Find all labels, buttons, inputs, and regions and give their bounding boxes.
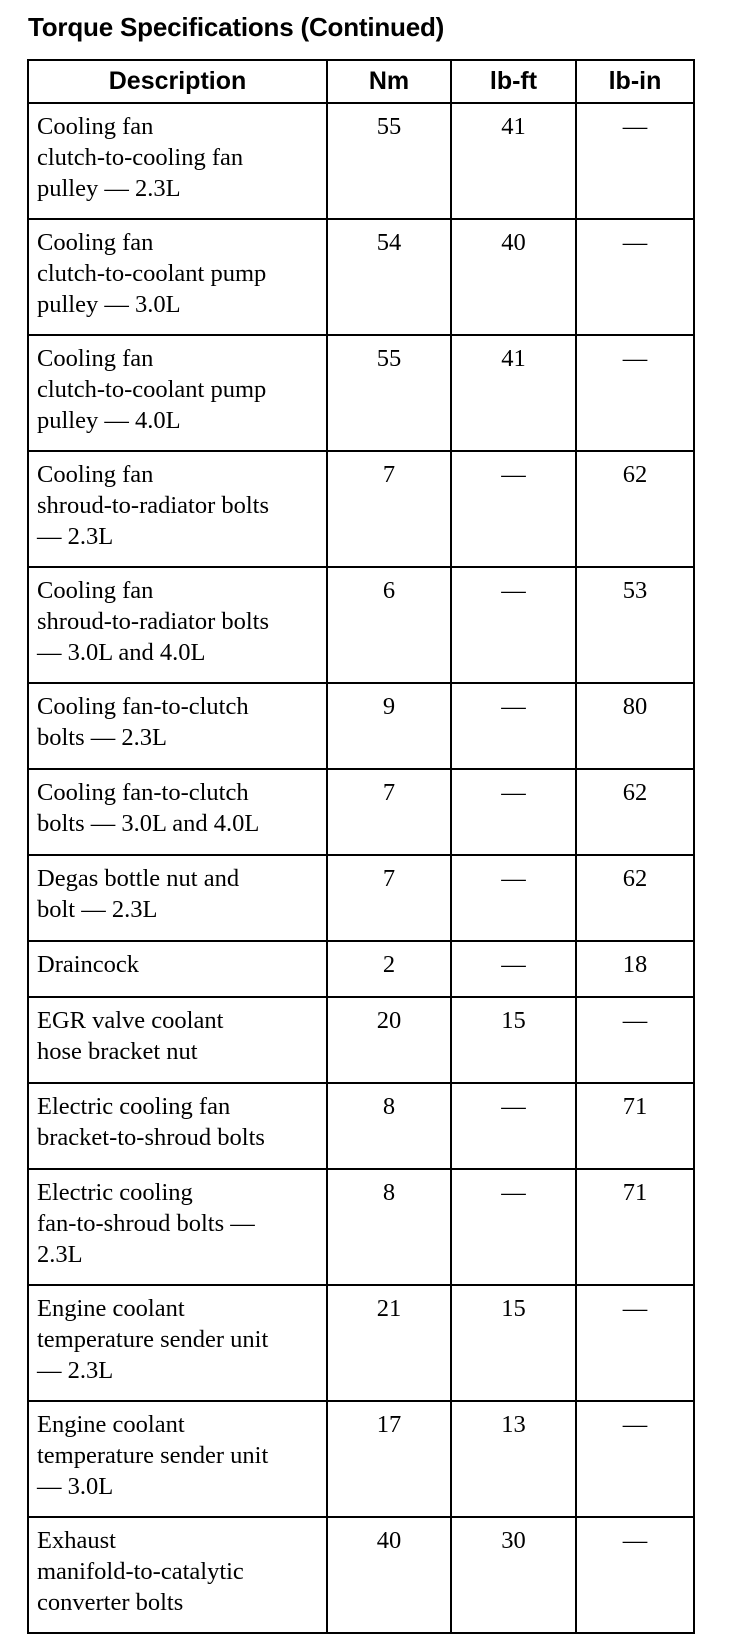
cell-description	[28, 451, 327, 567]
description-line: bolt — 2.3L	[37, 896, 158, 923]
cell-lb-in: 71	[576, 1169, 694, 1285]
table-row	[28, 1285, 694, 1401]
description-line: EGR valve coolant	[37, 1007, 224, 1034]
table-row	[28, 1517, 694, 1633]
description-line: converter bolts	[37, 1589, 184, 1616]
cell-description	[28, 769, 327, 855]
cell-lb-ft: 15	[451, 1285, 576, 1401]
description-line: clutch-to-coolant pump	[37, 376, 267, 403]
cell-description	[28, 1517, 327, 1633]
cell-description	[28, 997, 327, 1083]
description-line: Cooling fan-to-clutch	[37, 693, 249, 720]
cell-nm: 55	[327, 335, 451, 451]
cell-lb-ft: —	[451, 1169, 576, 1285]
description-line: — 2.3L	[37, 1357, 114, 1384]
table-row	[28, 451, 694, 567]
description-line: — 3.0L	[37, 1473, 114, 1500]
table-row	[28, 997, 694, 1083]
description-line: — 3.0L and 4.0L	[37, 639, 206, 666]
description-line: Draincock	[37, 951, 140, 978]
torque-spec-table	[27, 59, 695, 1634]
cell-description	[28, 1083, 327, 1169]
cell-lb-in: —	[576, 1285, 694, 1401]
cell-lb-in: —	[576, 1401, 694, 1517]
table-header-row	[28, 60, 694, 103]
cell-nm: 7	[327, 769, 451, 855]
cell-lb-in: 62	[576, 855, 694, 941]
cell-nm: 40	[327, 1517, 451, 1633]
cell-lb-ft: 13	[451, 1401, 576, 1517]
cell-lb-in: —	[576, 997, 694, 1083]
cell-lb-in: —	[576, 335, 694, 451]
column-header-description: Description	[28, 60, 327, 103]
cell-description	[28, 1169, 327, 1285]
cell-nm: 17	[327, 1401, 451, 1517]
cell-nm: 7	[327, 855, 451, 941]
cell-nm: 9	[327, 683, 451, 769]
cell-lb-in: —	[576, 219, 694, 335]
table-row	[28, 1169, 694, 1285]
cell-nm: 21	[327, 1285, 451, 1401]
cell-nm: 2	[327, 941, 451, 997]
cell-description	[28, 219, 327, 335]
cell-lb-ft: 15	[451, 997, 576, 1083]
table-row	[28, 683, 694, 769]
description-line: temperature sender unit	[37, 1326, 269, 1353]
table-row	[28, 1083, 694, 1169]
table-row	[28, 855, 694, 941]
table-row	[28, 941, 694, 997]
description-line: Electric cooling fan	[37, 1093, 231, 1120]
cell-description	[28, 683, 327, 769]
description-line: Exhaust	[37, 1527, 116, 1554]
cell-lb-in: 62	[576, 451, 694, 567]
table-row	[28, 1401, 694, 1517]
description-line: 2.3L	[37, 1241, 83, 1268]
cell-lb-ft: 30	[451, 1517, 576, 1633]
table-row	[28, 335, 694, 451]
cell-lb-ft: —	[451, 855, 576, 941]
cell-description	[28, 855, 327, 941]
description-line: temperature sender unit	[37, 1442, 269, 1469]
cell-lb-ft: 41	[451, 335, 576, 451]
description-line: Electric cooling	[37, 1179, 193, 1206]
cell-nm: 6	[327, 567, 451, 683]
description-line: fan-to-shroud bolts —	[37, 1210, 255, 1237]
cell-lb-in: 18	[576, 941, 694, 997]
cell-description	[28, 567, 327, 683]
cell-description	[28, 941, 327, 997]
cell-description	[28, 1401, 327, 1517]
column-header-lb-in: lb-in	[576, 60, 694, 103]
cell-nm: 20	[327, 997, 451, 1083]
description-line: pulley — 2.3L	[37, 175, 181, 202]
description-line: hose bracket nut	[37, 1038, 198, 1065]
cell-lb-in: 80	[576, 683, 694, 769]
cell-lb-ft: —	[451, 683, 576, 769]
description-line: Cooling fan	[37, 345, 154, 372]
cell-nm: 8	[327, 1169, 451, 1285]
description-line: bracket-to-shroud bolts	[37, 1124, 265, 1151]
description-line: Cooling fan	[37, 229, 154, 256]
table-row	[28, 567, 694, 683]
cell-lb-in: —	[576, 1517, 694, 1633]
description-line: clutch-to-coolant pump	[37, 260, 267, 287]
description-line: shroud-to-radiator bolts	[37, 492, 270, 519]
cell-lb-in: —	[576, 103, 694, 219]
cell-description	[28, 103, 327, 219]
column-header-lb-ft: lb-ft	[451, 60, 576, 103]
cell-lb-in: 71	[576, 1083, 694, 1169]
cell-lb-in: 53	[576, 567, 694, 683]
column-header-nm: Nm	[327, 60, 451, 103]
cell-lb-ft: —	[451, 567, 576, 683]
table-row	[28, 219, 694, 335]
description-line: shroud-to-radiator bolts	[37, 608, 270, 635]
description-line: manifold-to-catalytic	[37, 1558, 244, 1585]
description-line: pulley — 3.0L	[37, 291, 181, 318]
cell-description	[28, 1285, 327, 1401]
description-line: clutch-to-cooling fan	[37, 144, 244, 171]
cell-lb-ft: —	[451, 451, 576, 567]
cell-lb-ft: 40	[451, 219, 576, 335]
cell-lb-ft: —	[451, 769, 576, 855]
cell-nm: 7	[327, 451, 451, 567]
description-line: Cooling fan-to-clutch	[37, 779, 249, 806]
description-line: Degas bottle nut and	[37, 865, 240, 892]
cell-lb-ft: —	[451, 941, 576, 997]
table-row	[28, 103, 694, 219]
description-line: pulley — 4.0L	[37, 407, 181, 434]
cell-nm: 54	[327, 219, 451, 335]
description-line: Cooling fan	[37, 113, 154, 140]
table-body	[28, 103, 694, 1633]
description-line: Engine coolant	[37, 1411, 185, 1438]
page-title: Torque Specifications (Continued)	[28, 12, 445, 42]
table-row	[28, 769, 694, 855]
cell-nm: 55	[327, 103, 451, 219]
description-line: Engine coolant	[37, 1295, 185, 1322]
description-line: bolts — 3.0L and 4.0L	[37, 810, 260, 837]
description-line: bolts — 2.3L	[37, 724, 167, 751]
cell-description	[28, 335, 327, 451]
cell-lb-in: 62	[576, 769, 694, 855]
cell-lb-ft: 41	[451, 103, 576, 219]
description-line: Cooling fan	[37, 577, 154, 604]
description-line: Cooling fan	[37, 461, 154, 488]
cell-lb-ft: —	[451, 1083, 576, 1169]
cell-nm: 8	[327, 1083, 451, 1169]
description-line: — 2.3L	[37, 523, 114, 550]
